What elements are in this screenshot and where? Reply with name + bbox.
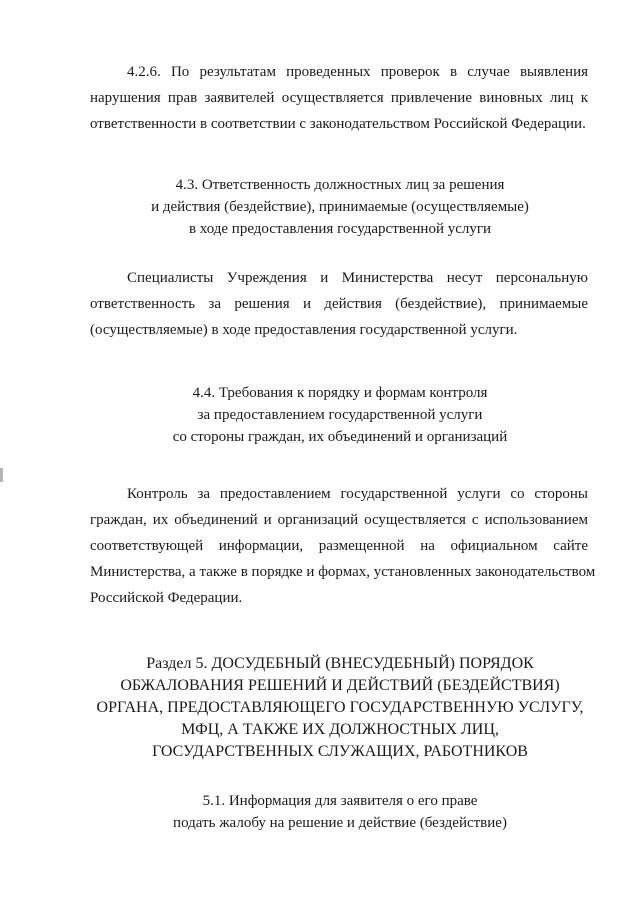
paragraph-line: ответственности в соответствии с законодательством Российской Федерации. <box>90 116 586 132</box>
paragraph-4-2-6 <box>90 59 588 137</box>
paragraph-4-4 <box>90 481 596 611</box>
heading-5-1 <box>40 790 630 834</box>
section-title-line: ГОСУДАРСТВЕННЫХ СЛУЖАЩИХ, РАБОТНИКОВ <box>152 743 528 760</box>
heading-line: 5.1. Информация для заявителя о его праве <box>202 793 478 809</box>
paragraph-line: 4.2.6. По результатам проведенных проверок в случае выявления <box>127 64 588 80</box>
heading-line: и действия (бездействие), принимаемые (осуществляемые) <box>151 199 529 215</box>
heading-4-4 <box>40 382 630 448</box>
section-title-line: МФЦ, А ТАКЖЕ ИХ ДОЛЖНОСТНЫХ ЛИЦ, <box>181 721 499 738</box>
paragraph-4-3 <box>90 265 588 343</box>
section-title-line: ОРГАНА, ПРЕДОСТАВЛЯЮЩЕГО ГОСУДАРСТВЕННУЮ УСЛУГУ, <box>96 699 584 716</box>
section-title-line: ОБЖАЛОВАНИЯ РЕШЕНИЙ И ДЕЙСТВИЙ (БЕЗДЕЙСТВИЯ) <box>120 677 560 694</box>
heading-line: за предоставлением государственной услуги <box>197 407 483 423</box>
paragraph-line: ответственность за решения и действия (бездействие), принимаемые <box>90 296 588 312</box>
paragraph-line: Министерства, а также в порядке и формах, установленных законодательством <box>90 564 596 580</box>
paragraph-line: Специалисты Учреждения и Министерства несут персональную <box>127 270 588 286</box>
heading-4-3 <box>40 174 630 240</box>
heading-line: в ходе предоставления государственной услуги <box>188 221 492 237</box>
paragraph-line: нарушения прав заявителей осуществляется привлечение виновных лиц к <box>90 90 588 106</box>
heading-line: подать жалобу на решение и действие (бездействие) <box>173 815 507 831</box>
section-5-title <box>40 653 630 763</box>
heading-line: со стороны граждан, их объединений и организаций <box>172 429 508 445</box>
section-title-line: Раздел 5. ДОСУДЕБНЫЙ (ВНЕСУДЕБНЫЙ) ПОРЯДОК <box>146 655 534 672</box>
paragraph-line: соответствующей информации, размещенной на официальном сайте <box>90 538 588 554</box>
paragraph-line: граждан, их объединений и организаций осуществляется с использованием <box>90 512 588 528</box>
paragraph-line: Контроль за предоставлением государственной услуги со стороны <box>127 486 588 502</box>
heading-line: 4.3. Ответственность должностных лиц за решения <box>175 177 505 193</box>
heading-line: 4.4. Требования к порядку и формам контроля <box>192 385 488 401</box>
paragraph-line: (осуществляемые) в ходе предоставления государственной услуги. <box>90 322 518 338</box>
paragraph-line: Российской Федерации. <box>90 590 243 606</box>
scan-margin-mark <box>0 468 3 482</box>
